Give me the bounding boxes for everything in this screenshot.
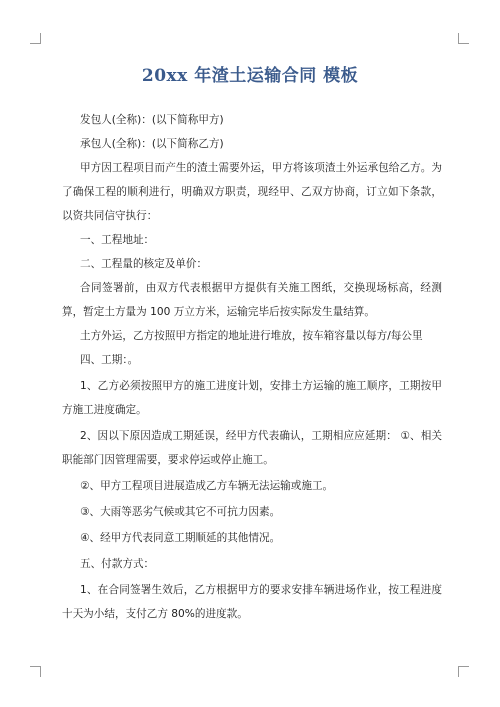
payment-item-1: 1、在合同签署生效后，乙方根据甲方的要求安排车辆进场作业，按工程进度十天为小结，支付乙方 80%的进度款。 xyxy=(62,584,442,620)
schedule-item-2-sub-4: ④、经甲方代表同意工期顺延的其他情况。 xyxy=(80,532,281,544)
crop-mark-bottom-left xyxy=(30,666,41,677)
schedule-item-2-sub-3: ③、大雨等恶劣气候或其它不可抗力因素。 xyxy=(80,506,281,518)
quantity-paragraph: 合同签署前，由双方代表根据甲方提供有关施工图纸，交换现场标高，经测算，暂定土方量为 100 万立方米，运输完毕后按实际发生量结算。 xyxy=(62,282,442,318)
crop-mark-top-right xyxy=(458,33,469,44)
section-heading-quantity-price: 二、工程量的核定及单价： xyxy=(80,258,208,270)
crop-mark-bottom-right xyxy=(458,666,469,677)
section-heading-schedule: 四、工期：。 xyxy=(80,354,139,366)
section-heading-site-address: 一、工程地址： xyxy=(80,234,155,246)
schedule-item-1: 1、乙方必须按照甲方的施工进度计划，安排土方运输的施工顺序，工期按甲方施工进度确定。 xyxy=(62,380,442,416)
party-a-line: 发包人(全称)：(以下简称甲方) xyxy=(80,114,224,126)
schedule-item-2-sub-2: ②、甲方工程项目进展造成乙方车辆无法运输或施工。 xyxy=(80,480,334,492)
party-b-line: 承包人(全称)：(以下简称乙方) xyxy=(80,138,224,150)
intro-paragraph: 甲方因工程项目而产生的渣土需要外运，甲方将该项渣土外运承包给乙方。为了确保工程的顺利进行，明确双方职责，现经甲、乙双方协商，订立如下条款， 以资共同信守执行： xyxy=(62,162,442,222)
schedule-item-2: 2、因以下原因造成工期延误，经甲方代表确认，工期相应应延期： ①、相关职能部门因管理需要，要求停运或停止施工。 xyxy=(62,430,442,466)
section-heading-payment: 五、付款方式： xyxy=(80,558,155,570)
document-title: 20xx 年渣土运输合同 模板 xyxy=(141,66,359,86)
crop-mark-top-left xyxy=(30,33,41,44)
disposal-paragraph: 土方外运，乙方按照甲方指定的地址进行堆放，按车箱容量以每方/每公里 xyxy=(80,330,423,342)
document-body xyxy=(62,108,442,626)
